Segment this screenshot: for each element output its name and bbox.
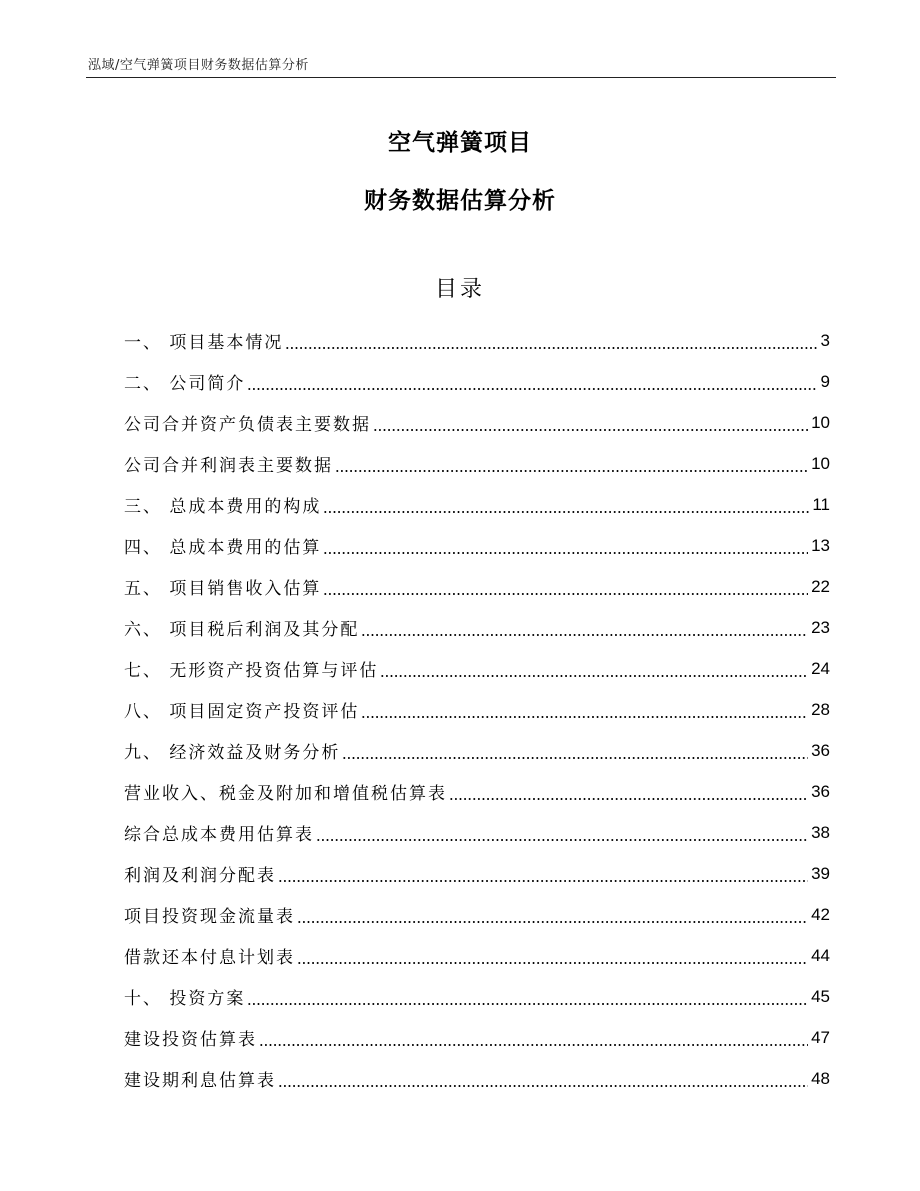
- toc-entry-page: 38: [811, 822, 830, 842]
- toc-entry-page: 22: [811, 576, 830, 596]
- toc-leader-dots: [361, 716, 808, 718]
- toc-entry[interactable]: [124, 812, 830, 853]
- toc-entry[interactable]: [124, 566, 830, 607]
- running-header: 泓域/空气弹簧项目财务数据估算分析: [88, 58, 309, 73]
- toc-leader-dots: [323, 511, 809, 513]
- toc-entry-page: 45: [811, 986, 830, 1006]
- toc-entry-label: 一、 项目基本情况: [124, 333, 284, 353]
- toc-entry-page: 48: [811, 1068, 830, 1088]
- toc-entry-label: 营业收入、税金及附加和增值税估算表: [124, 784, 447, 804]
- toc-entry-label: 公司合并利润表主要数据: [124, 456, 333, 476]
- toc-leader-dots: [297, 962, 808, 964]
- toc-leader-dots: [373, 429, 808, 431]
- toc-leader-dots: [380, 675, 808, 677]
- header-divider: [86, 77, 836, 78]
- toc-entry-label: 利润及利润分配表: [124, 866, 276, 886]
- toc-entry-page: 10: [811, 412, 830, 432]
- toc-entry-label: 七、 无形资产投资估算与评估: [124, 661, 379, 681]
- toc-entry-label: 综合总成本费用估算表: [124, 825, 314, 845]
- toc-leader-dots: [259, 1044, 808, 1046]
- toc-entry[interactable]: [124, 1017, 830, 1058]
- toc-entry-page: 36: [811, 740, 830, 760]
- toc-entry[interactable]: [124, 935, 830, 976]
- toc-entry[interactable]: [124, 730, 830, 771]
- toc-entry-label: 建设投资估算表: [124, 1030, 257, 1050]
- toc-entry-page: 47: [811, 1027, 830, 1047]
- toc-entry-page: 39: [811, 863, 830, 883]
- toc-entry-page: 9: [820, 371, 830, 391]
- toc-entry-page: 24: [811, 658, 830, 678]
- toc-leader-dots: [278, 1085, 808, 1087]
- toc-entry[interactable]: [124, 320, 830, 361]
- toc-entry-label: 借款还本付息计划表: [124, 948, 295, 968]
- toc-leader-dots: [323, 552, 808, 554]
- toc-leader-dots: [316, 839, 808, 841]
- toc-entry[interactable]: [124, 976, 830, 1017]
- toc-entry-label: 建设期利息估算表: [124, 1071, 276, 1091]
- toc-entry[interactable]: [124, 443, 830, 484]
- toc-entry-label: 二、 公司简介: [124, 374, 246, 394]
- toc-leader-dots: [449, 798, 808, 800]
- toc-entry[interactable]: [124, 689, 830, 730]
- toc-entry[interactable]: [124, 648, 830, 689]
- toc-entry[interactable]: [124, 771, 830, 812]
- toc-entry-label: 十、 投资方案: [124, 989, 246, 1009]
- toc-heading: 目录: [434, 277, 485, 302]
- document-title-line1: 空气弹簧项目: [388, 130, 532, 156]
- toc-entry-label: 项目投资现金流量表: [124, 907, 295, 927]
- toc-entry-label: 六、 项目税后利润及其分配: [124, 620, 360, 640]
- toc-leader-dots: [247, 1003, 808, 1005]
- toc-leader-dots: [247, 388, 817, 390]
- toc-entry-page: 3: [820, 330, 830, 350]
- toc-entry[interactable]: [124, 402, 830, 443]
- toc-leader-dots: [297, 921, 808, 923]
- toc-leader-dots: [361, 634, 808, 636]
- toc-leader-dots: [342, 757, 808, 759]
- document-title-line2: 财务数据估算分析: [364, 188, 556, 214]
- toc-entry[interactable]: [124, 607, 830, 648]
- toc-entry[interactable]: [124, 361, 830, 402]
- toc-leader-dots: [323, 593, 808, 595]
- toc-entry-page: 13: [811, 535, 830, 555]
- toc-entry[interactable]: [124, 853, 830, 894]
- toc-entry[interactable]: [124, 484, 830, 525]
- toc-entry-page: 28: [811, 699, 830, 719]
- toc-leader-dots: [335, 470, 808, 472]
- toc-entry-page: 10: [811, 453, 830, 473]
- toc-entry-label: 九、 经济效益及财务分析: [124, 743, 341, 763]
- toc-entry-page: 44: [811, 945, 830, 965]
- table-of-contents: [124, 320, 830, 1099]
- toc-entry-label: 八、 项目固定资产投资评估: [124, 702, 360, 722]
- toc-entry[interactable]: [124, 525, 830, 566]
- toc-entry-label: 三、 总成本费用的构成: [124, 497, 322, 517]
- toc-entry-page: 23: [811, 617, 830, 637]
- toc-entry-label: 五、 项目销售收入估算: [124, 579, 322, 599]
- toc-entry-page: 11: [812, 494, 830, 514]
- toc-entry-label: 公司合并资产负债表主要数据: [124, 415, 371, 435]
- toc-leader-dots: [278, 880, 808, 882]
- toc-entry-page: 42: [811, 904, 830, 924]
- toc-entry[interactable]: [124, 894, 830, 935]
- toc-entry-label: 四、 总成本费用的估算: [124, 538, 322, 558]
- toc-entry[interactable]: [124, 1058, 830, 1099]
- toc-entry-page: 36: [811, 781, 830, 801]
- toc-leader-dots: [285, 347, 817, 349]
